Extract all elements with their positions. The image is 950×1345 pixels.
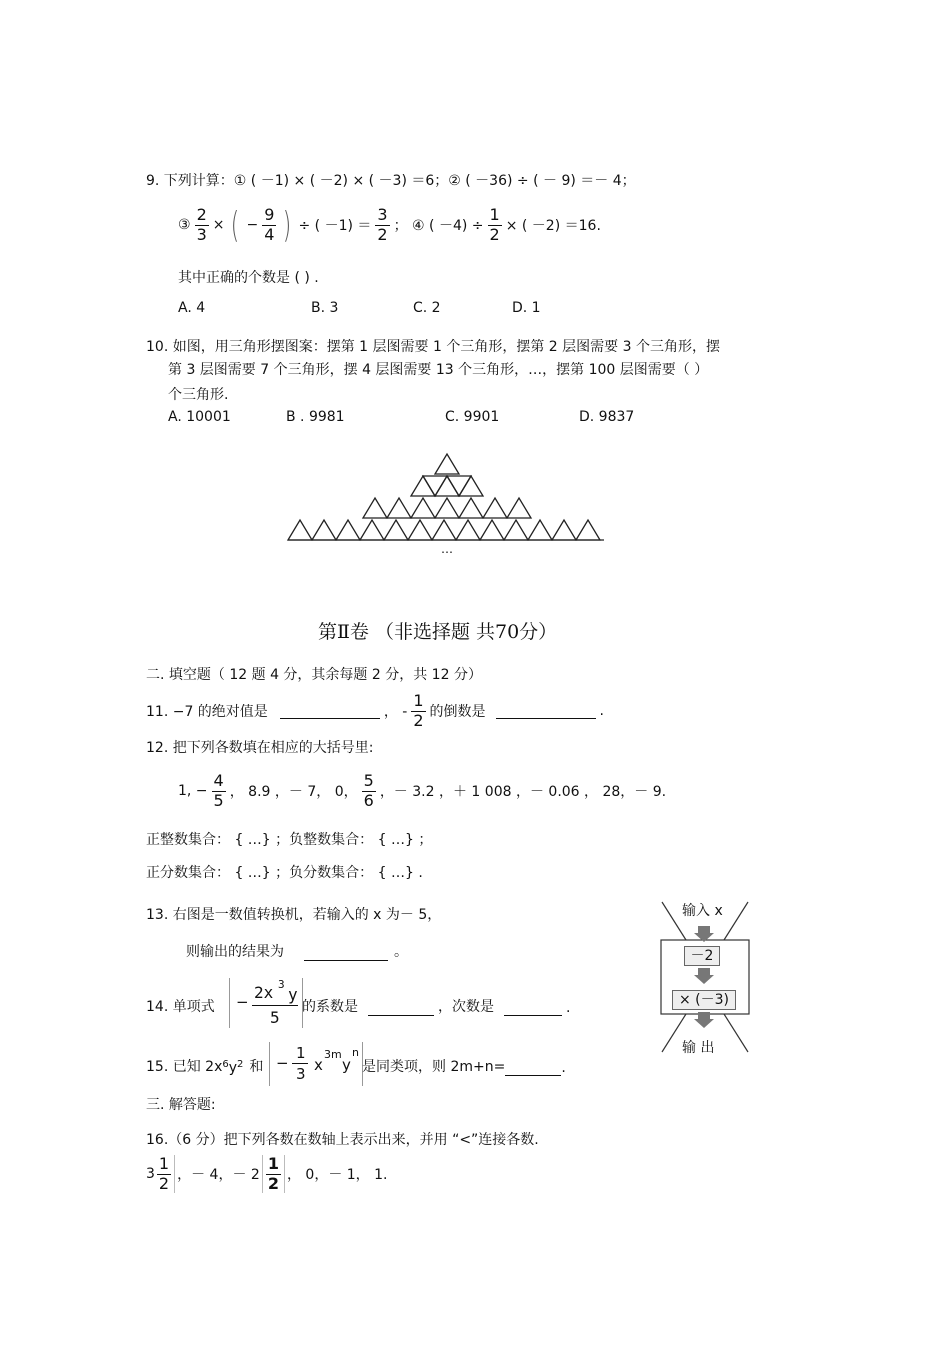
minus-sign: − xyxy=(276,1054,289,1072)
q13-text: 则输出的结果为 xyxy=(186,944,284,960)
q11-text-c: 的倒数是 xyxy=(429,704,486,720)
conversion-machine xyxy=(660,900,750,1058)
q15-exp-n: n xyxy=(352,1046,359,1059)
q13-line-1: 13. 右图是一数值转换机，若输入的 x 为－ 5， xyxy=(146,907,442,923)
q16-numbers xyxy=(146,1152,388,1196)
q12-frac-1: $\frac{4}{5}$ xyxy=(213,771,224,810)
q9-question: 其中正确的个数是 ( ) . xyxy=(178,270,319,286)
machine-step-2: × (－3) xyxy=(672,990,736,1010)
q14-monomial-image xyxy=(229,978,303,1028)
minus-sign: − xyxy=(246,217,259,233)
q15-text-b: 和 xyxy=(249,1059,264,1075)
q15-y: y xyxy=(228,1060,238,1076)
q15-num: 1 xyxy=(296,1044,306,1062)
q11-text-a: 11. −7 的绝对值是 xyxy=(146,704,268,720)
machine-frame xyxy=(660,900,750,1058)
q9-option-b: B. 3 xyxy=(311,300,339,316)
q16-frac-2: $\frac{1}{2}$ xyxy=(262,1155,285,1193)
q9-mid2: ； ④ ( －4) ÷ xyxy=(393,218,484,234)
fill-heading: 二. 填空题（ 12 题 4 分，其余每题 2 分，共 12 分） xyxy=(146,667,482,683)
paren-right: ) xyxy=(283,204,292,246)
triangle-pattern-figure xyxy=(284,452,612,544)
q12-numbers xyxy=(178,768,666,814)
q15-exp-a: 6 xyxy=(222,1059,229,1070)
q15-blank[interactable] xyxy=(505,1061,561,1076)
q14-text-b: 的系数是 xyxy=(302,999,358,1015)
q9-frac4: $\frac{1}{2}$ xyxy=(489,205,500,244)
q9-option-c: C. 2 xyxy=(413,300,441,316)
q12-frac-2: $\frac{5}{6}$ xyxy=(363,771,374,810)
q9-line2 xyxy=(178,203,601,247)
q9-end: × ( －2) ＝16. xyxy=(505,218,601,234)
q16-tail: ， 0，－ 1， 1. xyxy=(286,1167,388,1183)
fraction-bar xyxy=(252,1005,298,1006)
q15-exp-b: 2 xyxy=(237,1059,244,1070)
solve-heading: 三. 解答题: xyxy=(146,1097,216,1113)
q11-blank-1[interactable] xyxy=(280,704,380,719)
q12-numbers-a: 1, − xyxy=(178,783,208,799)
q9-intro: 9. 下列计算：① ( －1) × ( －2) × ( －3) ＝6；② ( －36) ÷ ( － 9) ＝－ 4； xyxy=(146,173,636,189)
machine-input-label: 输入 x xyxy=(682,903,723,919)
q13-line-2 xyxy=(186,941,408,961)
q14-end: . xyxy=(566,1000,571,1016)
q14-line xyxy=(302,996,570,1016)
q12-numbers-b: ， 8.9 ，－ 7， 0， xyxy=(229,784,358,800)
q15-den: 3 xyxy=(296,1065,306,1083)
q15-x: x xyxy=(314,1056,323,1074)
q16-mid: ，－ 4，－ 2 xyxy=(177,1167,260,1183)
q15-text-a: 15. 已知 2x xyxy=(146,1059,223,1075)
q10-option-c: C. 9901 xyxy=(445,409,500,425)
q9-mid1: ÷ ( －1) ＝ xyxy=(298,218,372,234)
q14-blank-2[interactable] xyxy=(504,1001,562,1016)
q10-option-d: D. 9837 xyxy=(579,409,635,425)
q15-exp-3m: 3m xyxy=(324,1048,342,1061)
q15-text-c: 是同类项，则 2m+n= xyxy=(362,1059,506,1075)
q11-frac: $\frac{1}{2}$ xyxy=(413,691,424,730)
machine-output-label: 输 出 xyxy=(682,1040,715,1056)
q16-frac-1: $\frac{1}{2}$ xyxy=(157,1155,175,1193)
set-line-1: 正整数集合： { …} ；负整数集合： { …} ； xyxy=(146,832,433,848)
q9-option-d: D. 1 xyxy=(512,300,541,316)
q13-blank[interactable] xyxy=(304,946,388,961)
q16-lead: 3 xyxy=(146,1166,155,1182)
times-sign: × xyxy=(212,217,225,233)
q14-den: 5 xyxy=(270,1008,280,1027)
q15-y2: y xyxy=(342,1056,351,1074)
q9-frac3: $\frac{3}{2}$ xyxy=(377,205,388,244)
q14-y: y xyxy=(288,985,298,1004)
machine-step-1: －2 xyxy=(684,946,720,966)
q15-line-a xyxy=(146,1056,263,1076)
q9-frac2: $\frac{9}{4}$ xyxy=(264,205,275,244)
paren-left: ( xyxy=(231,204,240,246)
q10-line2: 第 3 层图需要 7 个三角形，摆 4 层图需要 13 个三角形，…，摆第 100 层图需要（ ） xyxy=(168,362,709,378)
set-line-2: 正分数集合： { …} ；负分数集合： { …} . xyxy=(146,865,423,881)
q9-option-a: A. 4 xyxy=(178,300,206,316)
q12-title: 12. 把下列各数填在相应的大括号里: xyxy=(146,740,374,756)
q11-text-b: ， - xyxy=(383,704,408,720)
q13-end: 。 xyxy=(394,944,408,960)
section-title: 第Ⅱ卷 （非选择题 共70分） xyxy=(318,621,558,643)
q14-text-a: 14. 单项式 xyxy=(146,999,215,1015)
fraction-bar xyxy=(292,1063,308,1064)
q11-line xyxy=(146,688,604,734)
q9-frac1: $\frac{2}{3}$ xyxy=(196,205,207,244)
q15-end: . xyxy=(561,1060,566,1076)
ellipsis: … xyxy=(441,542,453,556)
q9-circle3: ③ xyxy=(178,217,191,233)
q14-num: 2x xyxy=(254,983,274,1002)
period: . xyxy=(599,703,604,719)
q16-text: 16.（6 分）把下列各数在数轴上表示出来，并用 “<”连接各数. xyxy=(146,1132,539,1148)
q14-blank-1[interactable] xyxy=(368,1001,434,1016)
q14-text-c: ，次数是 xyxy=(438,999,494,1015)
q14-exp: 3 xyxy=(278,978,285,991)
q10-option-b: B . 9981 xyxy=(286,409,345,425)
minus-sign: − xyxy=(236,993,249,1011)
q11-blank-2[interactable] xyxy=(496,704,596,719)
q12-numbers-c: ，－ 3.2 ，＋ 1 008 ，－ 0.06 ， 28，－ 9. xyxy=(379,784,667,800)
q10-option-a: A. 10001 xyxy=(168,409,231,425)
q10-line1: 10. 如图，用三角形摆图案：摆第 1 层图需要 1 个三角形，摆第 2 层图需要 3 个三角形，摆 xyxy=(146,339,720,355)
q10-line3: 个三角形. xyxy=(168,387,229,403)
q15-monomial-image xyxy=(269,1042,363,1086)
q15-line-b xyxy=(362,1056,566,1076)
